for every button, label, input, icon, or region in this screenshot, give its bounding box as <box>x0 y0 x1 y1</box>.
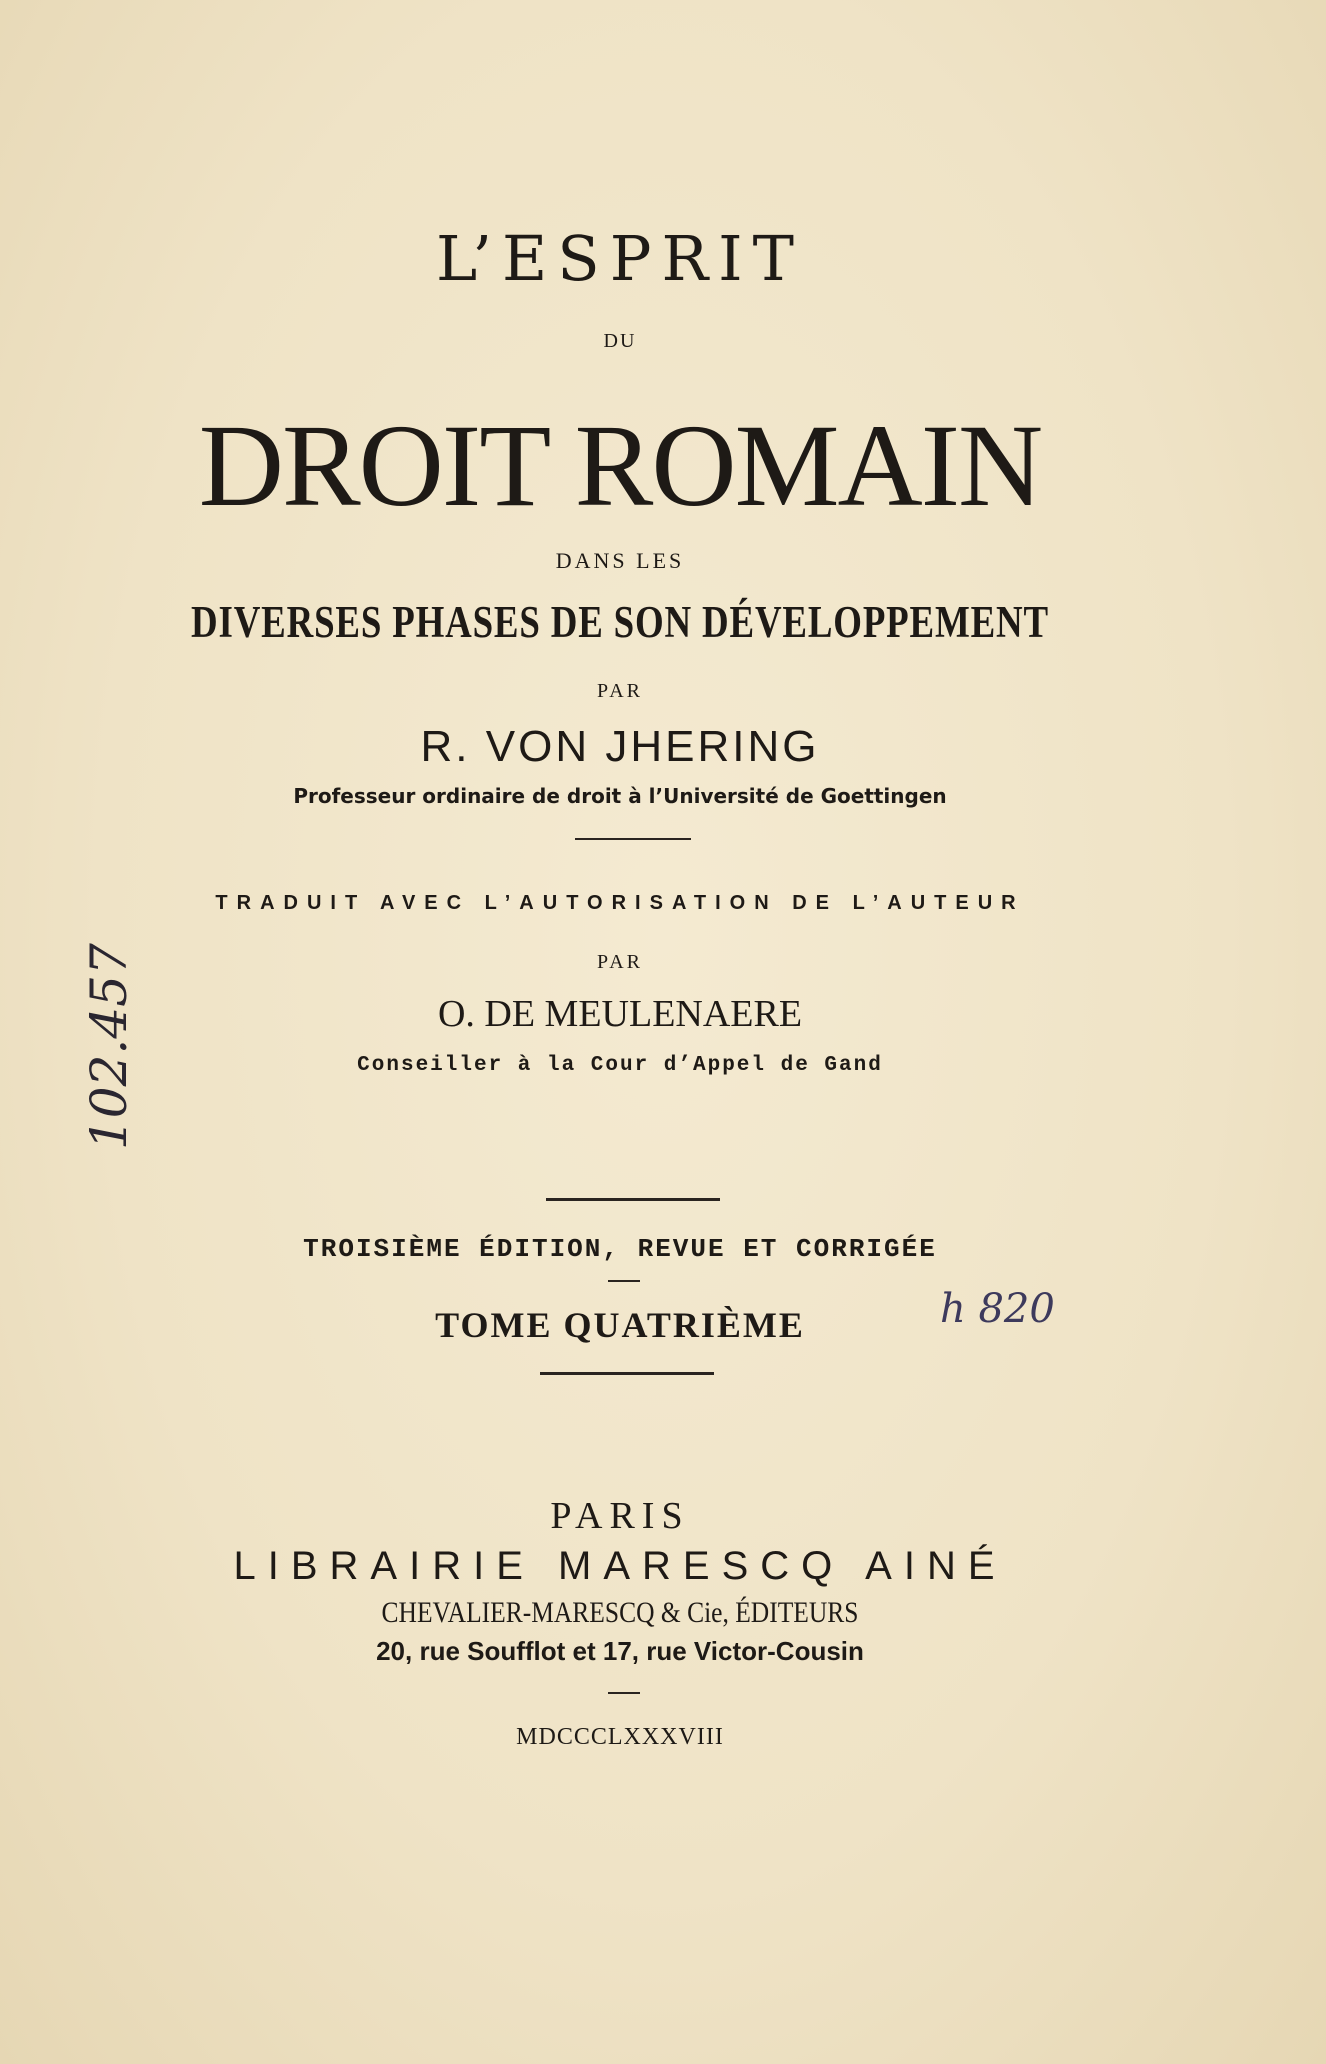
translator-title: Conseiller à la Cour d’Appel de Gand <box>357 1054 883 1077</box>
handwritten-shelf-mark: h 820 <box>940 1286 1055 1332</box>
subtitle: DIVERSES PHASES DE SON DÉVELOPPEMENT <box>191 597 1049 647</box>
city: PARIS <box>550 1495 690 1537</box>
edition-text: TROISIÈME ÉDITION, REVUE ET CORRIGÉE <box>303 1234 937 1264</box>
tome-text: TOME QUATRIÈME <box>435 1305 805 1345</box>
dash-rule-1 <box>608 1280 640 1282</box>
publisher: LIBRAIRIE MARESCQ AINÉ <box>233 1544 1007 1588</box>
editors: CHEVALIER-MARESCQ & Cie, ÉDITEURS <box>381 1596 859 1629</box>
dans-les-text: DANS LES <box>555 548 685 573</box>
translator-name: O. DE MEULENAERE <box>437 993 803 1035</box>
par-translator: PAR <box>596 951 644 973</box>
title-top: L’ESPRIT <box>436 222 804 295</box>
dash-rule-2 <box>608 1692 640 1694</box>
publication-date: MDCCCLXXXVIII <box>516 1724 724 1750</box>
divider-rule-1 <box>575 838 691 840</box>
par-author: PAR <box>596 680 644 702</box>
main-title: DROIT ROMAIN <box>198 400 1042 531</box>
divider-rule-2 <box>546 1198 720 1201</box>
author-title: Professeur ordinaire de droit à l’Université de Goettingen <box>293 784 947 808</box>
divider-rule-3 <box>540 1372 714 1375</box>
title-du: DU <box>603 330 637 352</box>
translation-note: TRADUIT AVEC L’AUTORISATION DE L’AUTEUR <box>215 892 1025 914</box>
publisher-address: 20, rue Soufflot et 17, rue Victor-Cousin <box>376 1636 864 1666</box>
author-name: R. VON JHERING <box>420 722 820 771</box>
handwritten-inventory-number: 102.457 <box>80 943 138 1150</box>
